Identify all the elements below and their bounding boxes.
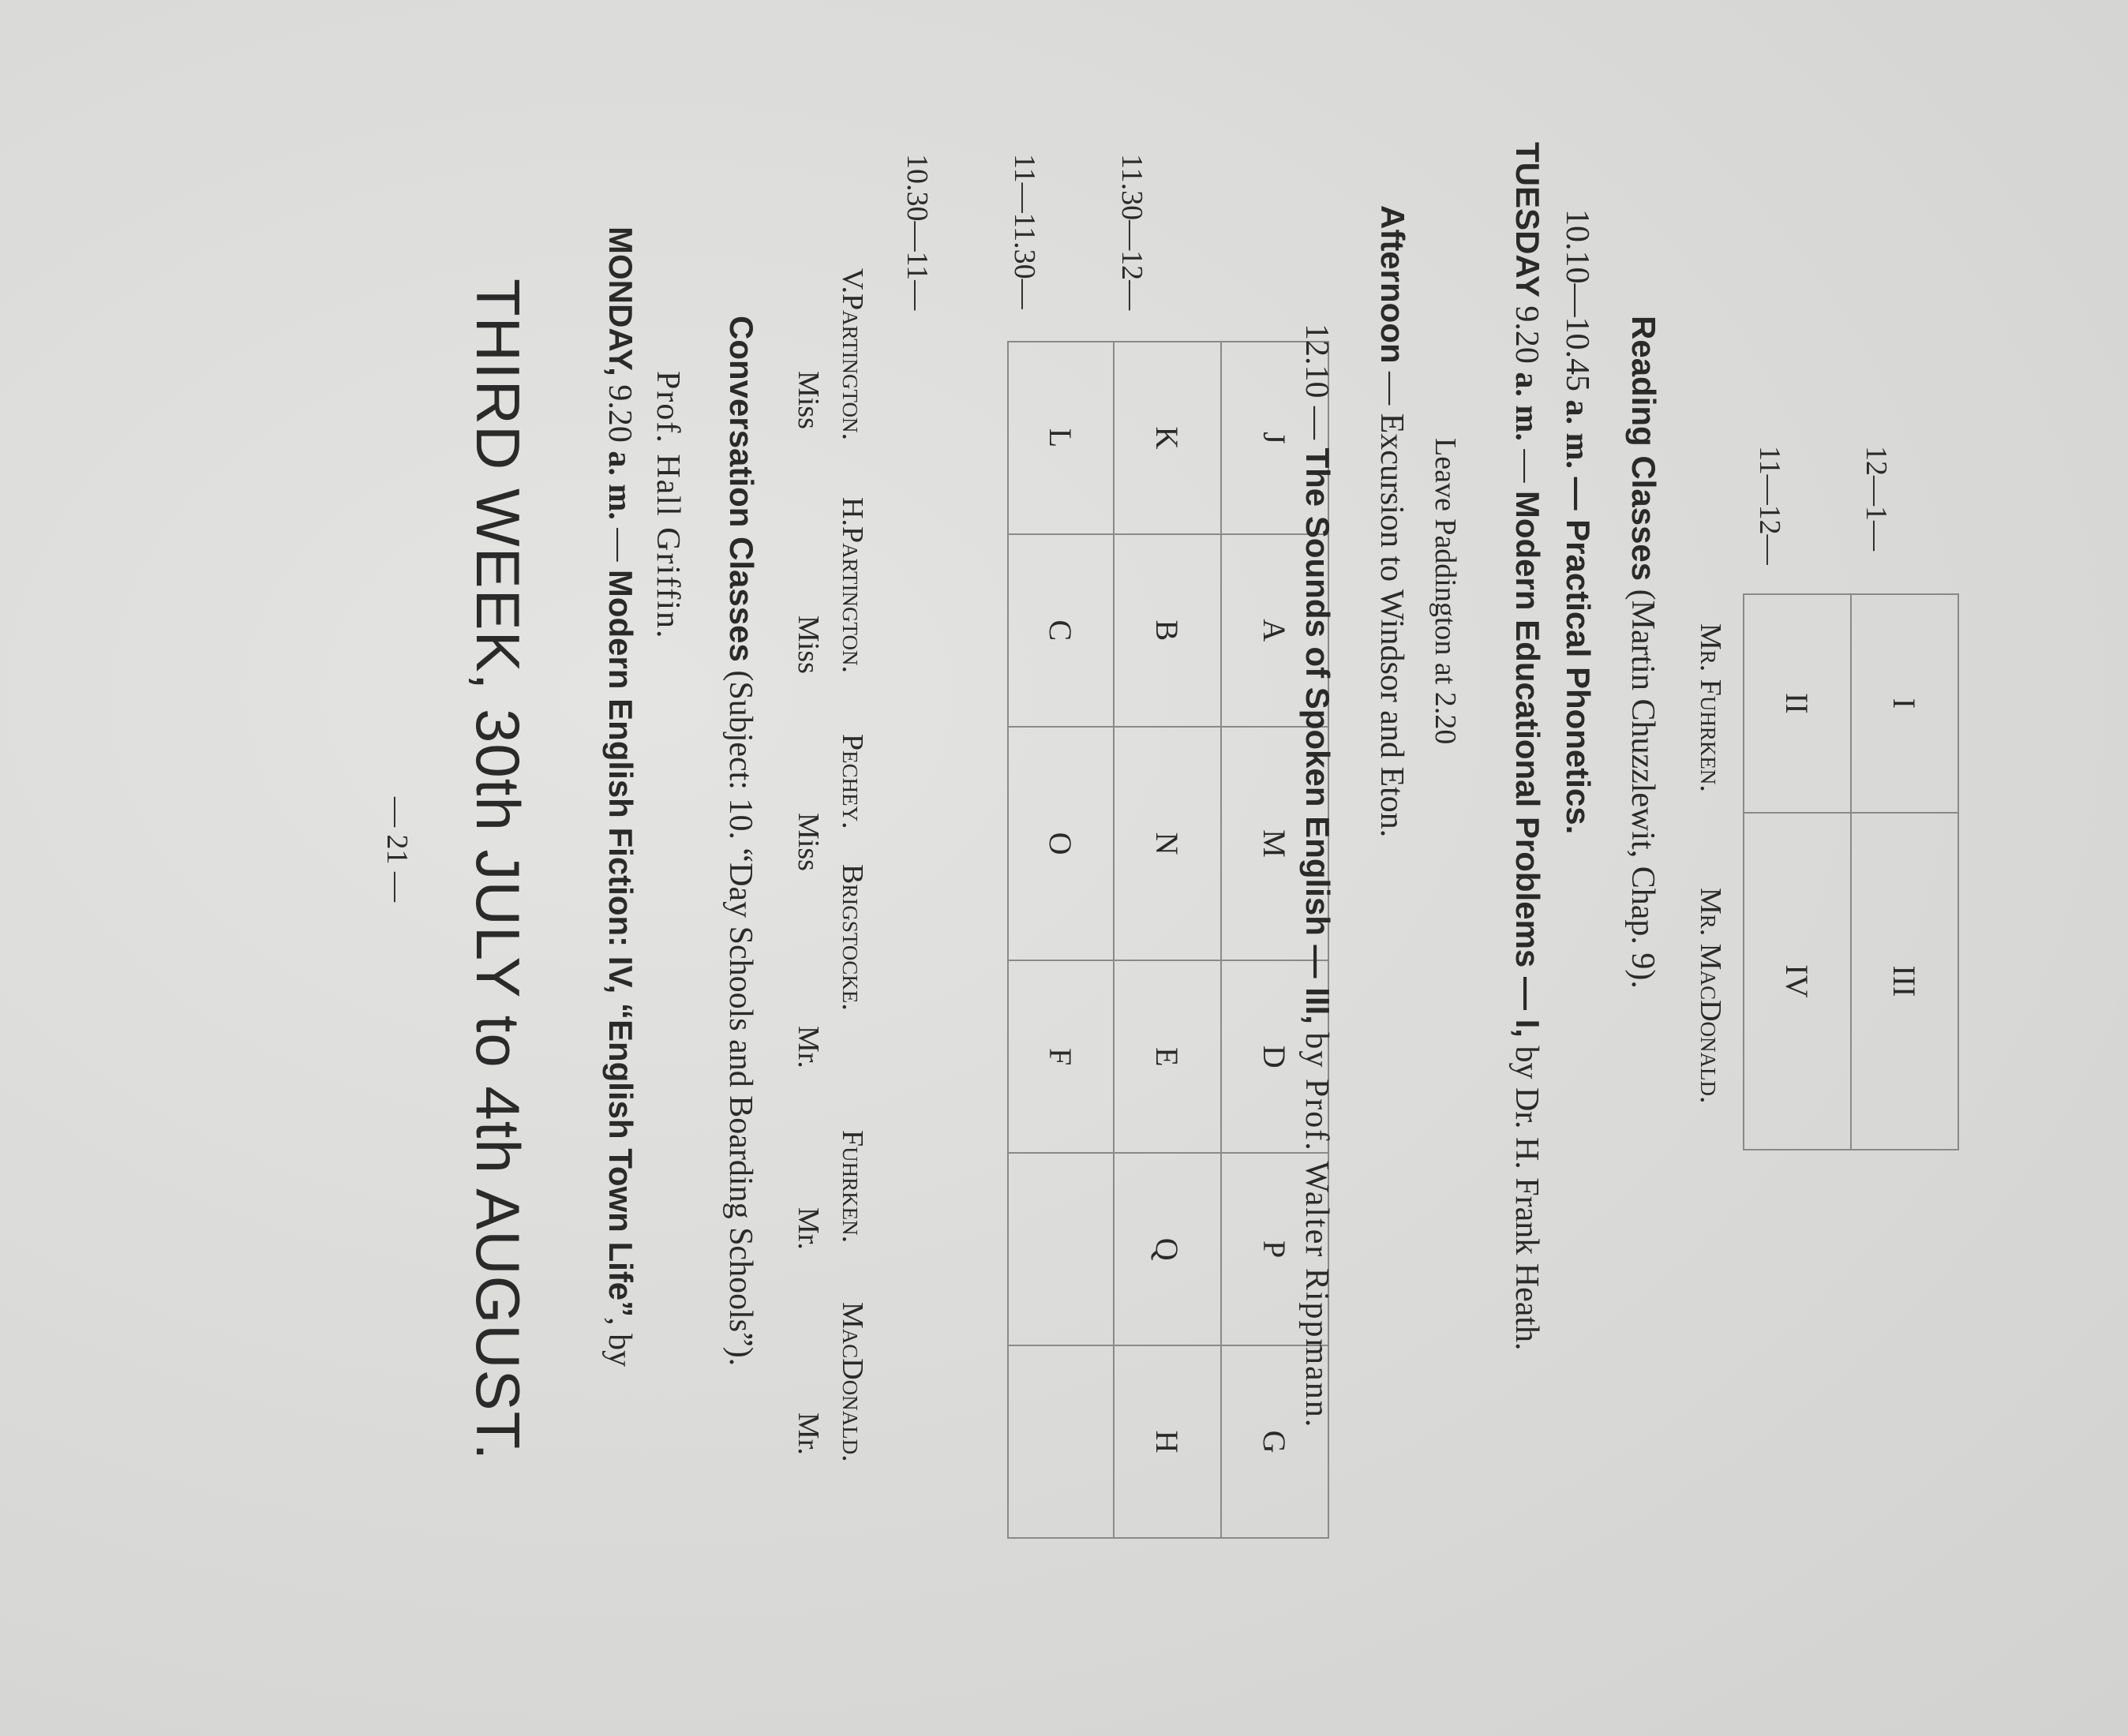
tuesday-am: a. m.: [1508, 372, 1545, 441]
afternoon-text: — Excursion to Windsor and Eton.: [1373, 372, 1410, 838]
sounds-time: 12.10 —: [1298, 324, 1335, 440]
tuesday-lecture-2: — Practical Phonetics.: [1560, 477, 1597, 835]
table-cell: IV: [1744, 813, 1851, 1150]
tuesday-day: TUESDAY: [1509, 142, 1546, 297]
table-row: [1851, 594, 1958, 1150]
table-cell: O: [1008, 727, 1114, 961]
teacher-name-2: H.Partington.: [836, 497, 869, 673]
table-cell: II: [1744, 594, 1851, 813]
monday-lecture: Modern English Fiction: IV, “English Town Life”: [602, 569, 639, 1318]
conversation-time-1: 10.30—11—: [901, 154, 934, 311]
tuesday-time: 9.20: [1508, 305, 1545, 364]
table-cell: J: [1221, 342, 1328, 534]
table-cell: C: [1008, 534, 1114, 727]
teacher-title-2: Miss: [792, 615, 825, 674]
tuesday-line-2: [1558, 209, 1597, 834]
tuesday-time-2: 10.10—10.45: [1559, 209, 1595, 391]
conversation-time-2: 11—11.30—: [1008, 154, 1041, 309]
table-cell: E: [1114, 960, 1221, 1153]
conversation-table: [1007, 341, 1329, 1539]
page-number: — 21 —: [380, 797, 414, 902]
table-cell: G: [1221, 1345, 1328, 1538]
reading-text: (Martin Chuzzlewit, Chap. 9).: [1624, 589, 1661, 989]
table-cell: F: [1008, 960, 1114, 1153]
teacher-name-1: V.Partington.: [836, 268, 869, 441]
table-cell: [1008, 1345, 1114, 1538]
page-title: THIRD WEEK, 30th JULY to 4th AUGUST.: [463, 279, 533, 1461]
table-row: [1114, 342, 1221, 1538]
table-cell: III: [1851, 813, 1958, 1150]
monday-am: a. m.: [601, 451, 638, 520]
afternoon-leave: Leave Paddington at 2.20: [1429, 438, 1462, 745]
teacher-name-6: MacDonald.: [836, 1302, 869, 1462]
table-row: [1008, 342, 1114, 1538]
table-cell: B: [1114, 534, 1221, 727]
conversation-subject: (Subject: 10. “Day Schools and Boarding Schools”).: [722, 670, 759, 1367]
reading-table: [1743, 593, 1959, 1150]
monday-line: [601, 226, 639, 1367]
sounds-lecturer: by Prof. Walter Rippmann.: [1298, 1032, 1335, 1429]
reading-teacher-1-text: Mr. Fuhrken.: [1694, 623, 1727, 792]
teacher-name-5: Fuhrken.: [836, 1130, 869, 1244]
table-cell: Q: [1114, 1153, 1221, 1345]
table-cell: [1008, 1153, 1114, 1345]
reading-teacher-1: [1693, 623, 1728, 792]
afternoon-label: Afternoon: [1374, 205, 1411, 364]
tuesday-lecturer: by Dr. H. Frank Heath.: [1508, 1046, 1545, 1351]
monday-by: , by: [601, 1317, 638, 1367]
tuesday-dash: —: [1508, 449, 1545, 483]
sounds-line: [1298, 324, 1336, 1428]
reading-heading: [1624, 316, 1662, 989]
table-cell: K: [1114, 342, 1221, 534]
monday-dash: —: [601, 528, 638, 562]
teacher-title-1: Miss: [792, 371, 825, 429]
teacher-name-3: Pechey.: [836, 734, 869, 829]
reading-teacher-2-text: Mr. MacDonald.: [1694, 888, 1727, 1104]
reading-teacher-2: [1693, 888, 1728, 1104]
table-cell: I: [1851, 594, 1958, 813]
table-cell: P: [1221, 1153, 1328, 1345]
reading-label: Reading Classes: [1625, 316, 1662, 582]
afternoon-line: [1373, 205, 1411, 837]
table-cell: M: [1221, 727, 1328, 961]
teacher-title-5: Mr.: [792, 1207, 825, 1250]
teacher-title-4: Mr.: [792, 1026, 825, 1068]
tuesday-am-2: a. m.: [1559, 399, 1595, 469]
monday-day: MONDAY,: [602, 226, 639, 376]
reading-time-2: 12—1—: [1860, 446, 1893, 551]
teacher-title-3: Miss: [792, 813, 825, 871]
monday-time: 9.20: [601, 384, 638, 443]
teacher-title-6: Mr.: [792, 1412, 825, 1455]
tuesday-line: [1508, 142, 1546, 1351]
table-cell: D: [1221, 960, 1328, 1153]
table-cell: H: [1114, 1345, 1221, 1538]
table-cell: L: [1008, 342, 1114, 534]
table-cell: N: [1114, 727, 1221, 961]
conversation-heading: [721, 316, 760, 1366]
sounds-lecture: The Sounds of Spoken English — III,: [1299, 447, 1336, 1024]
table-cell: A: [1221, 534, 1328, 727]
table-row: [1744, 594, 1851, 1150]
reading-time-1: 11—12—: [1753, 446, 1786, 565]
monday-lecturer: Prof. Hall Griffin.: [650, 371, 686, 640]
conversation-time-3: 11.30—12—: [1115, 154, 1148, 311]
conversation-label: Conversation Classes: [723, 316, 760, 662]
teacher-name-4: Brigstocke.: [836, 864, 869, 1011]
tuesday-lecture: Modern Educational Problems — I,: [1509, 490, 1546, 1038]
